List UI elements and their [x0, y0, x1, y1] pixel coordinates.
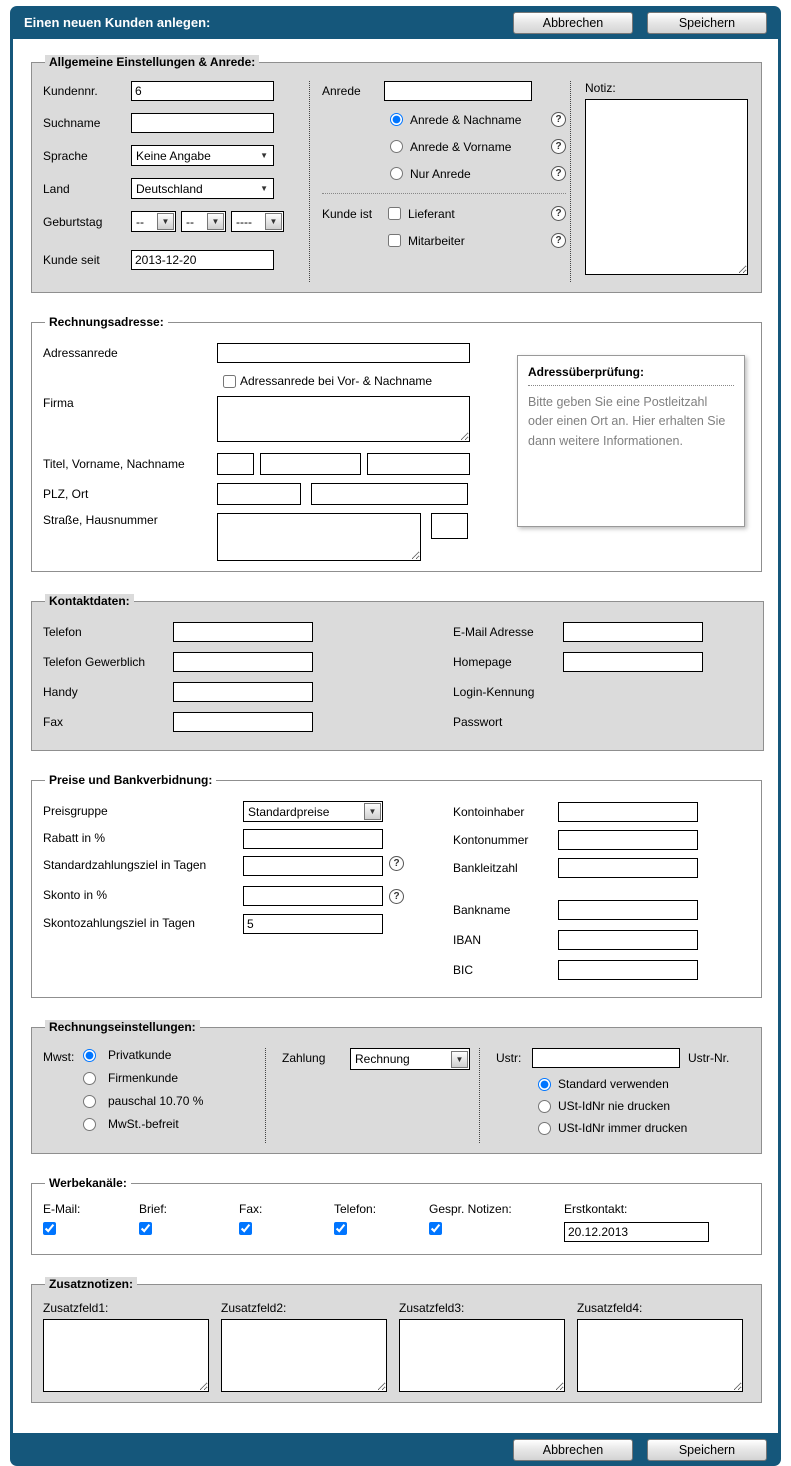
- preisgruppe-select[interactable]: [243, 801, 383, 822]
- pauschal-label: pauschal 10.70 %: [108, 1094, 204, 1108]
- chevron-down-icon: ▼: [451, 1051, 468, 1068]
- section-general: [31, 55, 762, 293]
- mwst-befreit-label: MwSt.-befreit: [108, 1117, 179, 1131]
- ustr-zone: [484, 1048, 751, 1143]
- zahlung-label: Zahlung: [282, 1051, 326, 1065]
- iban-input[interactable]: [558, 930, 698, 950]
- help-icon[interactable]: ?: [551, 233, 566, 248]
- cancel-button[interactable]: Abbrechen: [513, 12, 633, 34]
- preisgruppe-label: Preisgruppe: [43, 803, 108, 818]
- email-input[interactable]: [563, 622, 703, 642]
- fax-channel-label: Fax:: [239, 1202, 263, 1216]
- geburtstag-month-select[interactable]: [181, 211, 226, 232]
- gespr-notizen-channel-checkbox[interactable]: [429, 1222, 442, 1235]
- section-marketing-channels-legend: Werbekanäle:: [45, 1176, 131, 1190]
- anrede-input[interactable]: [384, 81, 532, 101]
- privatkunde-radio[interactable]: [83, 1049, 96, 1062]
- login-kennung-label: Login-Kennung: [453, 685, 535, 699]
- telefon-channel-checkbox[interactable]: [334, 1222, 347, 1235]
- zusatzfeld4-label: Zusatzfeld4:: [577, 1301, 643, 1315]
- general-left-column: [43, 81, 305, 282]
- ustid-immer-drucken-label: USt-IdNr immer drucken: [558, 1121, 688, 1135]
- form-body: [10, 39, 781, 1433]
- section-extra-notes-legend: Zusatznotizen:: [45, 1277, 137, 1291]
- adressanrede-input[interactable]: [217, 343, 470, 363]
- ort-input[interactable]: [311, 483, 468, 505]
- geburtstag-label: Geburtstag: [43, 214, 103, 229]
- section-prices-bank: [31, 773, 762, 998]
- zahlung-selected-value: Rechnung: [355, 1052, 410, 1066]
- address-check-panel: [517, 355, 745, 527]
- geburtstag-year-select[interactable]: [231, 211, 284, 232]
- standardzahlungsziel-input[interactable]: [243, 856, 383, 876]
- erstkontakt-field: [564, 1202, 709, 1242]
- firmenkunde-radio[interactable]: [83, 1072, 96, 1085]
- bank-column: [453, 801, 733, 987]
- plz-input[interactable]: [217, 483, 301, 505]
- anrede-nachname-label: Anrede & Nachname: [410, 112, 522, 127]
- zusatzfeld1: [43, 1301, 209, 1392]
- anrede-label: Anrede: [322, 84, 361, 98]
- mwst-befreit-radio[interactable]: [83, 1118, 96, 1131]
- zusatzfeld1-textarea[interactable]: [43, 1319, 209, 1392]
- address-check-text: Bitte geben Sie eine Postleitzahl oder einen Ort an. Hier erhalten Sie dann weitere Informationen.: [528, 395, 726, 448]
- notiz-label: Notiz:: [585, 81, 616, 95]
- handy-label: Handy: [43, 685, 78, 699]
- skonto-input[interactable]: [243, 886, 383, 906]
- save-button-bottom[interactable]: Speichern: [647, 1439, 767, 1461]
- anrede-vorname-label: Anrede & Vorname: [410, 139, 512, 154]
- lieferant-label: Lieferant: [408, 206, 455, 221]
- fax-channel-checkbox[interactable]: [239, 1222, 252, 1235]
- zusatzfeld1-label: Zusatzfeld1:: [43, 1301, 109, 1315]
- section-marketing-channels: [31, 1176, 762, 1255]
- plz-ort-label: PLZ, Ort: [43, 487, 89, 501]
- zusatzfeld4-textarea[interactable]: [577, 1319, 743, 1392]
- pauschal-radio[interactable]: [83, 1095, 96, 1108]
- brief-channel-checkbox[interactable]: [139, 1222, 152, 1235]
- firma-label: Firma: [43, 396, 74, 410]
- standardzahlungsziel-label: Standardzahlungsziel in Tagen: [43, 858, 207, 872]
- kontoinhaber-label: Kontoinhaber: [453, 804, 525, 819]
- channel-gespr-notizen: [429, 1202, 564, 1242]
- kontonummer-label: Kontonummer: [453, 832, 529, 847]
- divider: [479, 1048, 480, 1143]
- titel-vorname-nachname-label: Titel, Vorname, Nachname: [43, 457, 185, 471]
- suchname-label: Suchname: [43, 116, 101, 130]
- help-icon[interactable]: ?: [389, 889, 404, 904]
- lieferant-checkbox[interactable]: [388, 207, 401, 220]
- erstkontakt-input[interactable]: [564, 1222, 709, 1242]
- adressanrede-vorname-checkbox[interactable]: [223, 375, 236, 388]
- land-selected-value: Deutschland: [136, 181, 203, 196]
- firmenkunde-label: Firmenkunde: [108, 1071, 179, 1085]
- chevron-down-icon: ▼: [265, 213, 282, 230]
- ustr-input[interactable]: [532, 1048, 680, 1068]
- ustid-nie-drucken-radio[interactable]: [538, 1100, 551, 1113]
- divider: [265, 1048, 266, 1143]
- save-button[interactable]: Speichern: [647, 12, 767, 34]
- geburtstag-day-select[interactable]: [131, 211, 176, 232]
- fax-label: Fax: [43, 715, 64, 729]
- chevron-down-icon: ▼: [157, 213, 174, 230]
- general-middle-column: [314, 81, 566, 282]
- help-icon[interactable]: ?: [389, 856, 404, 871]
- channel-brief: [139, 1202, 239, 1242]
- channel-telefon: [334, 1202, 429, 1242]
- section-billing-address-legend: Rechnungsadresse:: [45, 315, 168, 329]
- kontoinhaber-input[interactable]: [558, 802, 698, 822]
- nur-anrede-label: Nur Anrede: [410, 166, 471, 181]
- hausnummer-input[interactable]: [431, 513, 468, 539]
- bankleitzahl-label: Bankleitzahl: [453, 860, 518, 875]
- vorname-input[interactable]: [260, 453, 361, 475]
- divider: [570, 81, 571, 282]
- kundennr-input[interactable]: [131, 81, 274, 101]
- help-icon[interactable]: ?: [551, 206, 566, 221]
- zahlung-zone: [270, 1048, 475, 1143]
- section-extra-notes: [31, 1277, 762, 1403]
- channel-fax: [239, 1202, 334, 1242]
- divider: [309, 81, 310, 282]
- preisgruppe-selected-value: Standardpreise: [248, 804, 330, 819]
- zusatzfeld3: [399, 1301, 565, 1392]
- zusatzfeld3-label: Zusatzfeld3:: [399, 1301, 465, 1315]
- chevron-down-icon: ▼: [260, 151, 268, 160]
- sprache-selected-value: Keine Angabe: [136, 148, 211, 163]
- passwort-label: Passwort: [453, 715, 503, 729]
- iban-label: IBAN: [453, 932, 482, 947]
- address-check-title: Adressüberprüfung:: [528, 365, 734, 386]
- kunde-seit-label: Kunde seit: [43, 253, 100, 267]
- zusatzfeld2-textarea[interactable]: [221, 1319, 387, 1392]
- mwst-zone: [43, 1048, 261, 1143]
- bic-input[interactable]: [558, 960, 698, 980]
- bankname-input[interactable]: [558, 900, 698, 920]
- telefon-gewerblich-input[interactable]: [173, 652, 313, 672]
- general-right-column: [575, 81, 751, 282]
- kunde-ist-label: Kunde ist: [322, 206, 373, 221]
- geburtstag-year-value: ----: [236, 214, 252, 229]
- email-channel-label: E-Mail:: [43, 1202, 81, 1216]
- ustid-standard-radio[interactable]: [538, 1078, 551, 1091]
- suchname-input[interactable]: [131, 113, 274, 133]
- firma-textarea[interactable]: [217, 396, 470, 442]
- geburtstag-day-value: --: [136, 214, 144, 229]
- adressanrede-label: Adressanrede: [43, 346, 118, 360]
- land-label: Land: [43, 181, 70, 196]
- homepage-input[interactable]: [563, 652, 703, 672]
- divider: [322, 193, 566, 194]
- notiz-textarea[interactable]: [585, 99, 748, 275]
- zusatzfeld4: [577, 1301, 743, 1392]
- section-contact: [31, 594, 764, 751]
- zusatzfeld2-label: Zusatzfeld2:: [221, 1301, 287, 1315]
- mitarbeiter-checkbox[interactable]: [388, 234, 401, 247]
- section-prices-bank-legend: Preise und Bankverbidnung:: [45, 773, 216, 787]
- email-channel-checkbox[interactable]: [43, 1222, 56, 1235]
- chevron-down-icon: ▼: [364, 803, 381, 820]
- help-icon[interactable]: ?: [551, 139, 566, 154]
- zusatzfeld3-textarea[interactable]: [399, 1319, 565, 1392]
- channel-email: [43, 1202, 139, 1242]
- header-bar: [10, 6, 781, 39]
- mwst-label: Mwst:: [43, 1050, 75, 1064]
- anrede-vorname-radio[interactable]: [390, 140, 403, 153]
- email-label: E-Mail Adresse: [453, 625, 534, 639]
- skontozahlungsziel-label: Skontozahlungsziel in Tagen: [43, 916, 195, 931]
- address-fields: [43, 343, 503, 561]
- fax-input[interactable]: [173, 712, 313, 732]
- ustid-standard-label: Standard verwenden: [558, 1077, 669, 1091]
- telefon-label: Telefon: [43, 625, 82, 639]
- bic-label: BIC: [453, 962, 474, 977]
- chevron-down-icon: ▼: [260, 184, 268, 193]
- sprache-select[interactable]: [131, 145, 274, 166]
- prices-column: [43, 801, 443, 987]
- strasse-textarea[interactable]: [217, 513, 421, 561]
- contact-right-column: [453, 620, 753, 740]
- anrede-nachname-radio[interactable]: [390, 113, 403, 126]
- telefon-input[interactable]: [173, 622, 313, 642]
- erstkontakt-label: Erstkontakt:: [564, 1202, 628, 1216]
- section-contact-legend: Kontaktdaten:: [45, 594, 134, 608]
- nachname-input[interactable]: [367, 453, 470, 475]
- nur-anrede-radio[interactable]: [390, 167, 403, 180]
- cancel-button-bottom[interactable]: Abbrechen: [513, 1439, 633, 1461]
- titel-input[interactable]: [217, 453, 254, 475]
- customer-form-window: [10, 6, 781, 1466]
- skonto-label: Skonto in %: [43, 888, 108, 903]
- mitarbeiter-label: Mitarbeiter: [408, 233, 465, 248]
- chevron-down-icon: ▼: [207, 213, 224, 230]
- skontozahlungsziel-input[interactable]: [243, 914, 383, 934]
- ustid-immer-drucken-radio[interactable]: [538, 1122, 551, 1135]
- kontonummer-input[interactable]: [558, 830, 698, 850]
- zusatzfeld2: [221, 1301, 387, 1392]
- kunde-seit-input[interactable]: [131, 250, 274, 270]
- adressanrede-vorname-label: Adressanrede bei Vor- & Nachname: [240, 374, 433, 388]
- brief-channel-label: Brief:: [139, 1202, 168, 1216]
- section-invoice-settings-legend: Rechnungseinstellungen:: [45, 1020, 200, 1034]
- geburtstag-month-value: --: [186, 214, 194, 229]
- telefon-gewerblich-label: Telefon Gewerblich: [43, 655, 146, 669]
- bankname-label: Bankname: [453, 902, 511, 917]
- rabatt-label: Rabatt in %: [43, 831, 106, 846]
- gespr-notizen-channel-label: Gespr. Notizen:: [429, 1202, 512, 1216]
- section-invoice-settings: [31, 1020, 762, 1154]
- ustid-nie-drucken-label: USt-IdNr nie drucken: [558, 1099, 671, 1113]
- homepage-label: Homepage: [453, 655, 512, 669]
- rabatt-input[interactable]: [243, 829, 383, 849]
- ustr-label: Ustr:: [496, 1051, 522, 1065]
- section-billing-address: [31, 315, 762, 572]
- ustr-nr-label: Ustr-Nr.: [688, 1051, 730, 1065]
- handy-input[interactable]: [173, 682, 313, 702]
- kundennr-label: Kundennr.: [43, 84, 98, 98]
- help-icon[interactable]: ?: [551, 166, 566, 181]
- strasse-hausnummer-label: Straße, Hausnummer: [43, 513, 158, 527]
- help-icon[interactable]: ?: [551, 112, 566, 127]
- section-general-legend: Allgemeine Einstellungen & Anrede:: [45, 55, 259, 69]
- telefon-channel-label: Telefon:: [334, 1202, 377, 1216]
- bankleitzahl-input[interactable]: [558, 858, 698, 878]
- footer-bar: [10, 1433, 781, 1466]
- zahlung-select[interactable]: [350, 1048, 470, 1070]
- land-select[interactable]: [131, 178, 274, 199]
- sprache-label: Sprache: [43, 148, 88, 163]
- page-title: Einen neuen Kunden anlegen:: [24, 15, 211, 30]
- contact-left-column: [43, 620, 383, 740]
- privatkunde-label: Privatkunde: [108, 1048, 172, 1062]
